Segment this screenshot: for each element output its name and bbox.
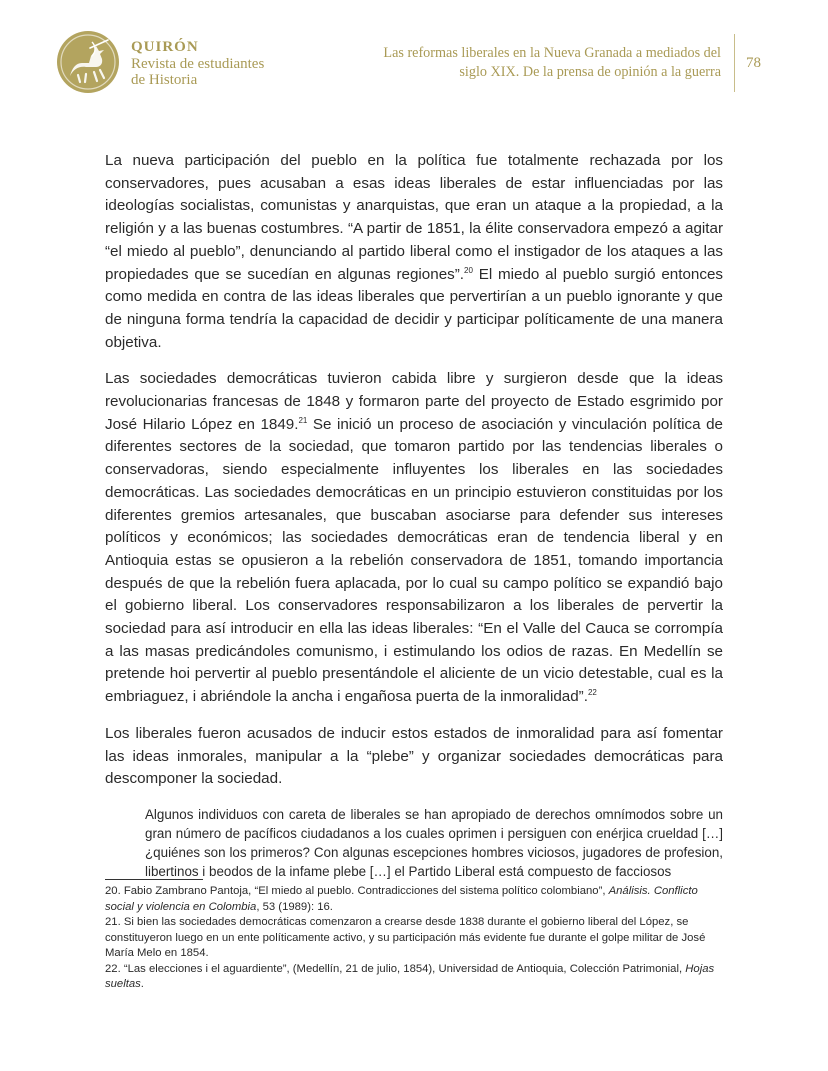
footnote-20-text: 20. Fabio Zambrano Pantoja, “El miedo al pueblo. Contradicciones del sistema político colombiano”,	[105, 885, 609, 897]
footnote-ref-22: 22	[587, 688, 597, 698]
paragraph-2	[105, 368, 723, 709]
paragraph-1-text-end: El miedo al pueblo surgió entonces como medida en contra de las ideas liberales que pervertirían a un pueblo ignorante y que de ninguna forma tendría la capacidad de decidir y participar políticamente de una manera objetiva.	[105, 265, 723, 351]
footnote-22-text: 22. “Las elecciones i el aguardiente”, (Medellín, 21 de julio, 1854), Universidad de Antioquia, Colección Patrimonial,	[105, 962, 686, 975]
paragraph-1-text: La nueva participación del pueblo en la política fue totalmente rechazada por los conservadores, pues acusaban a esas ideas liberales de estar influenciadas por las ideologías socialistas, comunistas y anarquistas, que eran un ataque a la propiedad, a la religión y a las buenas costumbres. “A partir de 1851, la élite conservadora empezó a agitar “el miedo al pueblo”, denunciando al partido liberal como el instigador de los ataques a las propiedades que se sucedían en algunas regiones”.	[105, 152, 723, 283]
footnote-20-tail: , 53 (1989): 16.	[256, 900, 333, 913]
footnote-22-collection: Hojas sueltas	[105, 962, 715, 990]
header-divider	[734, 34, 735, 92]
page-number: 78	[746, 55, 761, 71]
footnote-ref-20: 20	[464, 265, 473, 275]
paragraph-3: Los liberales fueron acusados de inducir estos estados de inmoralidad para así fomentar las ideas inmorales, manipular a la “plebe” y organizar sociedades democráticas para descomponer la sociedad.	[105, 724, 723, 788]
paragraph-2-text-b: Se inició un proceso de asociación y vinculación política de diferentes sectores de la sociedad, que tomaron partido por las tendencias liberales o conservadoras, siendo especialmente influyentes los liberales en las sociedades democráticas. Las sociedades democráticas en un principio estuvieron constituidas por los diferentes gremios artesanales, que buscaban asociarse para defender sus intereses políticos y económicos; las sociedades democráticas eran de tendencia liberal y en Antioquia estas se opusieron a la rebelión conservadora de 1851, tomando importancia después de que la rebelión fuera aplacada, por lo cual su campo político se expandió bajo el gobierno liberal. Los conservadores responsabilizaron a los liberales de pervertir la sociedad para así introducir en ella las ideas liberales: “En el Valle del Cauca se corrompía a las masas predicándoles comunismo, i estimulando los odios de razas. En Medellín se pretende hoi pervertir al pueblo presentándole el aliciente de un vicio detestable, cual es la embriaguez, i abriéndole la ancha i engañosa puerta de la inmoralidad”.	[105, 415, 723, 706]
footnote-21: 21. Si bien las sociedades democráticas comenzaron a crearse desde 1838 durante el gobierno liberal del López, se constituyeron luego en un ente políticamente activo, y su participación más evidente fue durante el golpe militar de José María Melo en 1854.	[105, 916, 706, 959]
footnote-ref-21: 21	[298, 415, 308, 425]
paragraph-1	[105, 150, 723, 354]
footnote-divider	[105, 879, 203, 880]
footnote-22-tail: .	[140, 978, 144, 990]
block-quote: Algunos individuos con careta de liberales se han apropiado de derechos omnímodos sobre un gran número de pacíficos ciudadanos a los cuales oprimen i persiguen con enérjica crueldad […] ¿quiénes son los primeros? Con algunas escepciones hombres viciosos, jugadores de profesion, libertinos i beodos de la infame plebe […] el Partido Liberal está compuesto de facciosos	[145, 806, 723, 879]
page-header	[0, 0, 828, 110]
running-title-line1: Las reformas liberales en la Nueva Granada a mediados del	[383, 45, 721, 61]
footnotes	[105, 884, 723, 993]
running-title	[383, 44, 721, 82]
journal-brand	[131, 38, 264, 88]
journal-subtitle-line1: Revista de estudiantes	[131, 56, 265, 72]
footnote-20	[105, 884, 723, 915]
footnote-22	[105, 962, 723, 993]
main-text	[105, 150, 723, 881]
journal-name: QUIRÓN	[131, 39, 199, 55]
paragraph-2-text-a: Las sociedades democráticas tuvieron cabida libre y surgieron desde que la ideas revolucionarias francesas de 1848 y formaron parte del proyecto de Estado esgrimido por José Hilario López en 1849.	[105, 370, 723, 433]
running-title-line2: siglo XIX. De la prensa de opinión a la guerra	[459, 64, 721, 80]
journal-subtitle-line2: de Historia	[131, 72, 198, 88]
footnote-20-journal: Análisis. Conflicto social y violencia en Colombia	[105, 885, 698, 913]
centaur-logo-icon	[56, 30, 120, 94]
